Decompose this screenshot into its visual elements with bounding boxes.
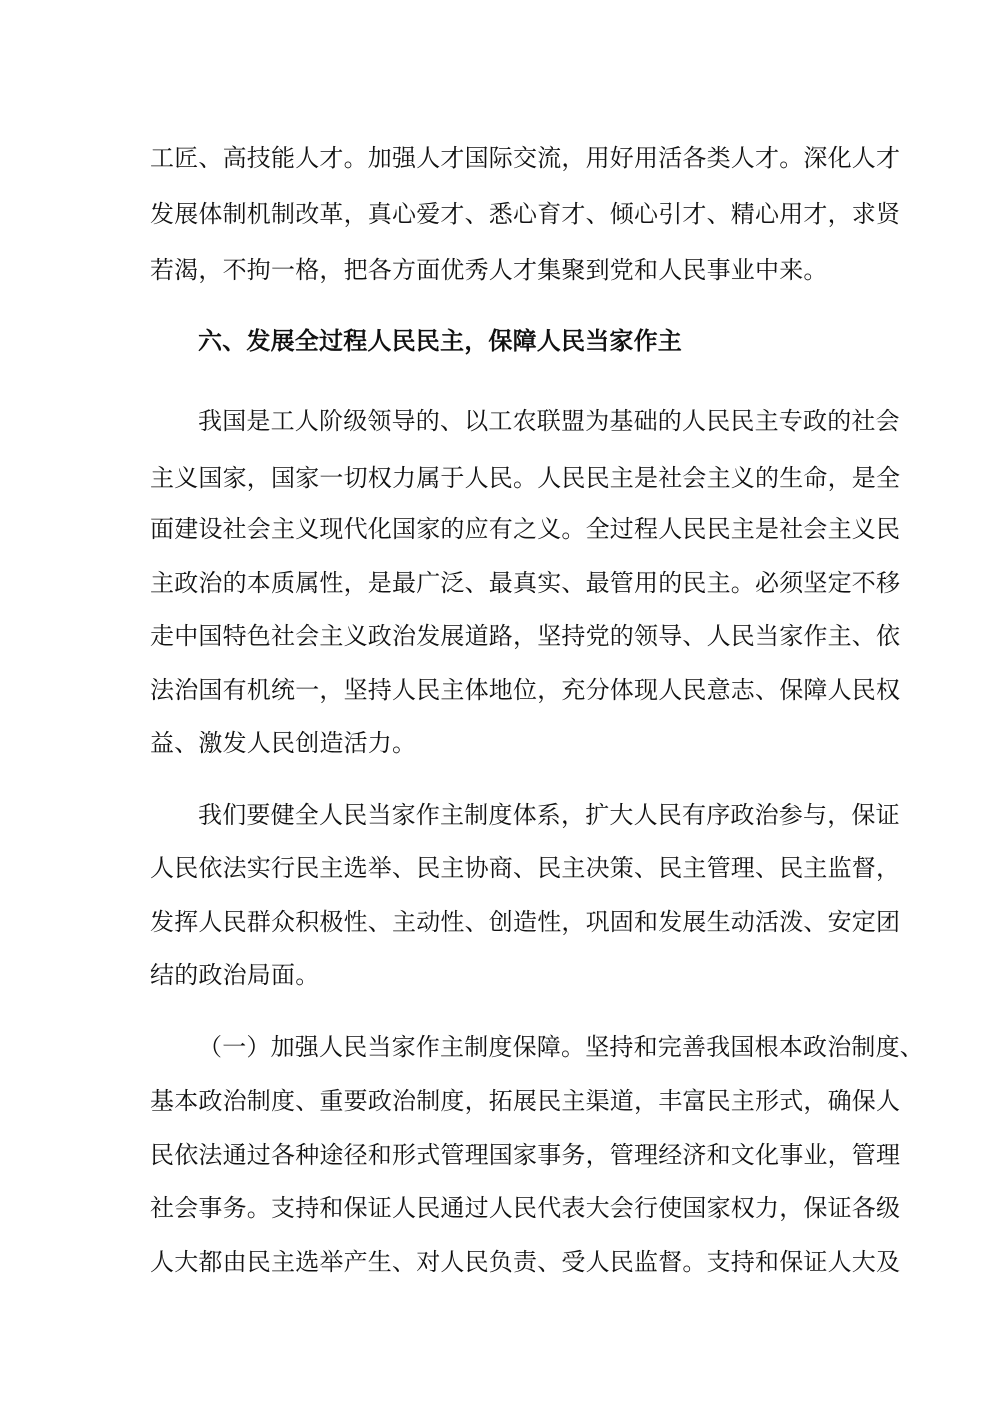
- text-line: 发挥人民群众积极性、主动性、创造性，巩固和发展生动活泼、安定团: [150, 908, 901, 936]
- text-line: 基本政治制度、重要政治制度，拓展民主渠道，丰富民主形式，确保人: [150, 1087, 901, 1115]
- text-line: 民依法通过各种途径和形式管理国家事务，管理经济和文化事业，管理: [150, 1141, 901, 1169]
- text-line: 工匠、高技能人才。加强人才国际交流，用好用活各类人才。深化人才: [150, 144, 901, 172]
- text-line: 我国是工人阶级领导的、以工农联盟为基础的人民民主专政的社会: [198, 407, 900, 435]
- text-line: 法治国有机统一，坚持人民主体地位，充分体现人民意志、保障人民权: [150, 676, 901, 704]
- text-line: 主义国家，国家一切权力属于人民。人民民主是社会主义的生命，是全: [150, 464, 901, 492]
- text-line: 人民依法实行民主选举、民主协商、民主决策、民主管理、民主监督，: [150, 854, 901, 882]
- text-line: 面建设社会主义现代化国家的应有之义。全过程人民民主是社会主义民: [150, 515, 901, 543]
- text-line: 结的政治局面。: [150, 961, 320, 989]
- section-heading: 六、发展全过程人民民主，保障人民当家作主: [198, 327, 682, 355]
- text-line: 发展体制机制改革，真心爱才、悉心育才、倾心引才、精心用才，求贤: [150, 200, 901, 228]
- text-line: 社会事务。支持和保证人民通过人民代表大会行使国家权力，保证各级: [150, 1194, 901, 1222]
- text-line: 若渴，不拘一格，把各方面优秀人才集聚到党和人民事业中来。: [150, 256, 828, 284]
- text-line: （一）加强人民当家作主制度保障。坚持和完善我国根本政治制度、: [198, 1033, 924, 1061]
- text-line: 走中国特色社会主义政治发展道路，坚持党的领导、人民当家作主、依: [150, 622, 901, 650]
- text-line: 益、激发人民创造活力。: [150, 729, 417, 757]
- text-line: 主政治的本质属性，是最广泛、最真实、最管用的民主。必须坚定不移: [150, 569, 901, 597]
- text-line: 人大都由民主选举产生、对人民负责、受人民监督。支持和保证人大及: [150, 1248, 901, 1276]
- text-line: 我们要健全人民当家作主制度体系，扩大人民有序政治参与，保证: [198, 801, 900, 829]
